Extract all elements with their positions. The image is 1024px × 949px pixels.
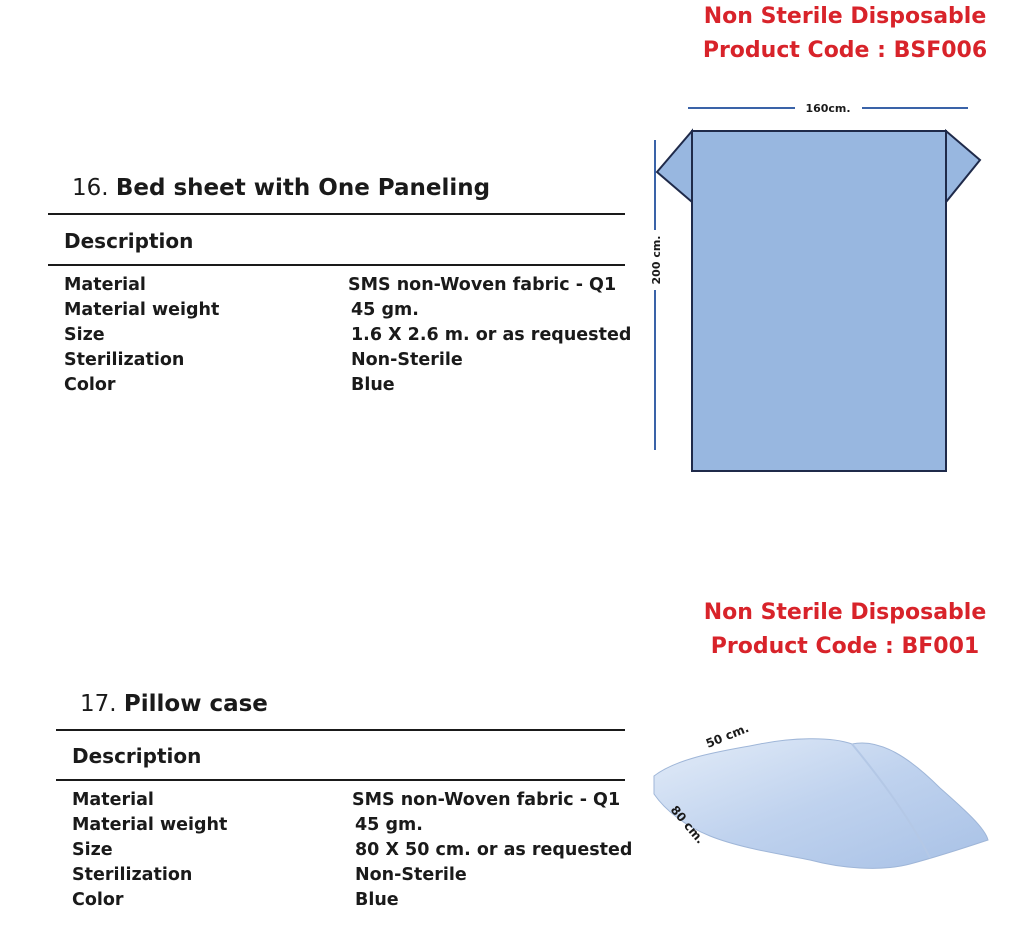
spec-label-size: Size bbox=[72, 840, 113, 860]
spec-value-size: 1.6 X 2.6 m. or as requested bbox=[351, 325, 632, 345]
spec-value-color: Blue bbox=[351, 375, 395, 395]
bed-sheet-diagram bbox=[640, 90, 1000, 490]
spec-value-material-weight: 45 gm. bbox=[355, 815, 423, 835]
pillow-shape bbox=[654, 739, 988, 869]
product-header-line1: Non Sterile Disposable bbox=[703, 600, 987, 625]
description-rule bbox=[48, 264, 625, 266]
spec-value-sterilization: Non-Sterile bbox=[355, 865, 467, 885]
product-title bbox=[72, 175, 490, 201]
spec-value-material: SMS non-Woven fabric - Q1 bbox=[348, 275, 617, 295]
title-rule bbox=[56, 729, 625, 731]
pillow-diagram bbox=[640, 718, 1000, 888]
product-title bbox=[80, 691, 268, 717]
product-number: 17. bbox=[80, 691, 117, 717]
pillow-width-label: 50 cm. bbox=[703, 720, 751, 751]
product-header-bsf006 bbox=[690, 0, 1000, 68]
height-dimension-label: 200 cm. bbox=[650, 235, 663, 285]
description-label: Description bbox=[72, 744, 202, 768]
product-header-bf001 bbox=[690, 596, 1000, 664]
product-number: 16. bbox=[72, 175, 109, 201]
description-label: Description bbox=[64, 229, 194, 253]
spec-label-material: Material bbox=[64, 275, 146, 295]
spec-labels bbox=[72, 788, 227, 913]
spec-values bbox=[348, 273, 631, 398]
product-code: Product Code : BSF006 bbox=[702, 38, 988, 63]
product-name: Pillow case bbox=[123, 691, 268, 717]
product-code: Product Code : BF001 bbox=[710, 634, 980, 659]
spec-value-sterilization: Non-Sterile bbox=[351, 350, 463, 370]
left-flap bbox=[657, 131, 692, 202]
width-dimension-label: 160cm. bbox=[805, 102, 851, 115]
spec-values bbox=[352, 788, 632, 913]
description-rule bbox=[56, 779, 625, 781]
spec-label-size: Size bbox=[64, 325, 105, 345]
spec-label-sterilization: Sterilization bbox=[72, 865, 193, 885]
spec-label-sterilization: Sterilization bbox=[64, 350, 185, 370]
spec-value-material: SMS non-Woven fabric - Q1 bbox=[352, 790, 621, 810]
pillow-length-label: 80 cm. bbox=[667, 802, 708, 847]
right-flap bbox=[946, 131, 980, 202]
product-header-line1: Non Sterile Disposable bbox=[703, 4, 987, 29]
product-name: Bed sheet with One Paneling bbox=[115, 175, 491, 201]
title-rule bbox=[48, 213, 625, 215]
spec-label-color: Color bbox=[64, 375, 116, 395]
spec-labels bbox=[64, 273, 219, 398]
spec-label-material-weight: Material weight bbox=[72, 815, 228, 835]
spec-value-color: Blue bbox=[355, 890, 399, 910]
spec-value-size: 80 X 50 cm. or as requested bbox=[355, 840, 633, 860]
spec-label-material: Material bbox=[72, 790, 154, 810]
bed-sheet-body bbox=[692, 131, 946, 471]
spec-label-color: Color bbox=[72, 890, 124, 910]
spec-label-material-weight: Material weight bbox=[64, 300, 220, 320]
spec-value-material-weight: 45 gm. bbox=[351, 300, 419, 320]
